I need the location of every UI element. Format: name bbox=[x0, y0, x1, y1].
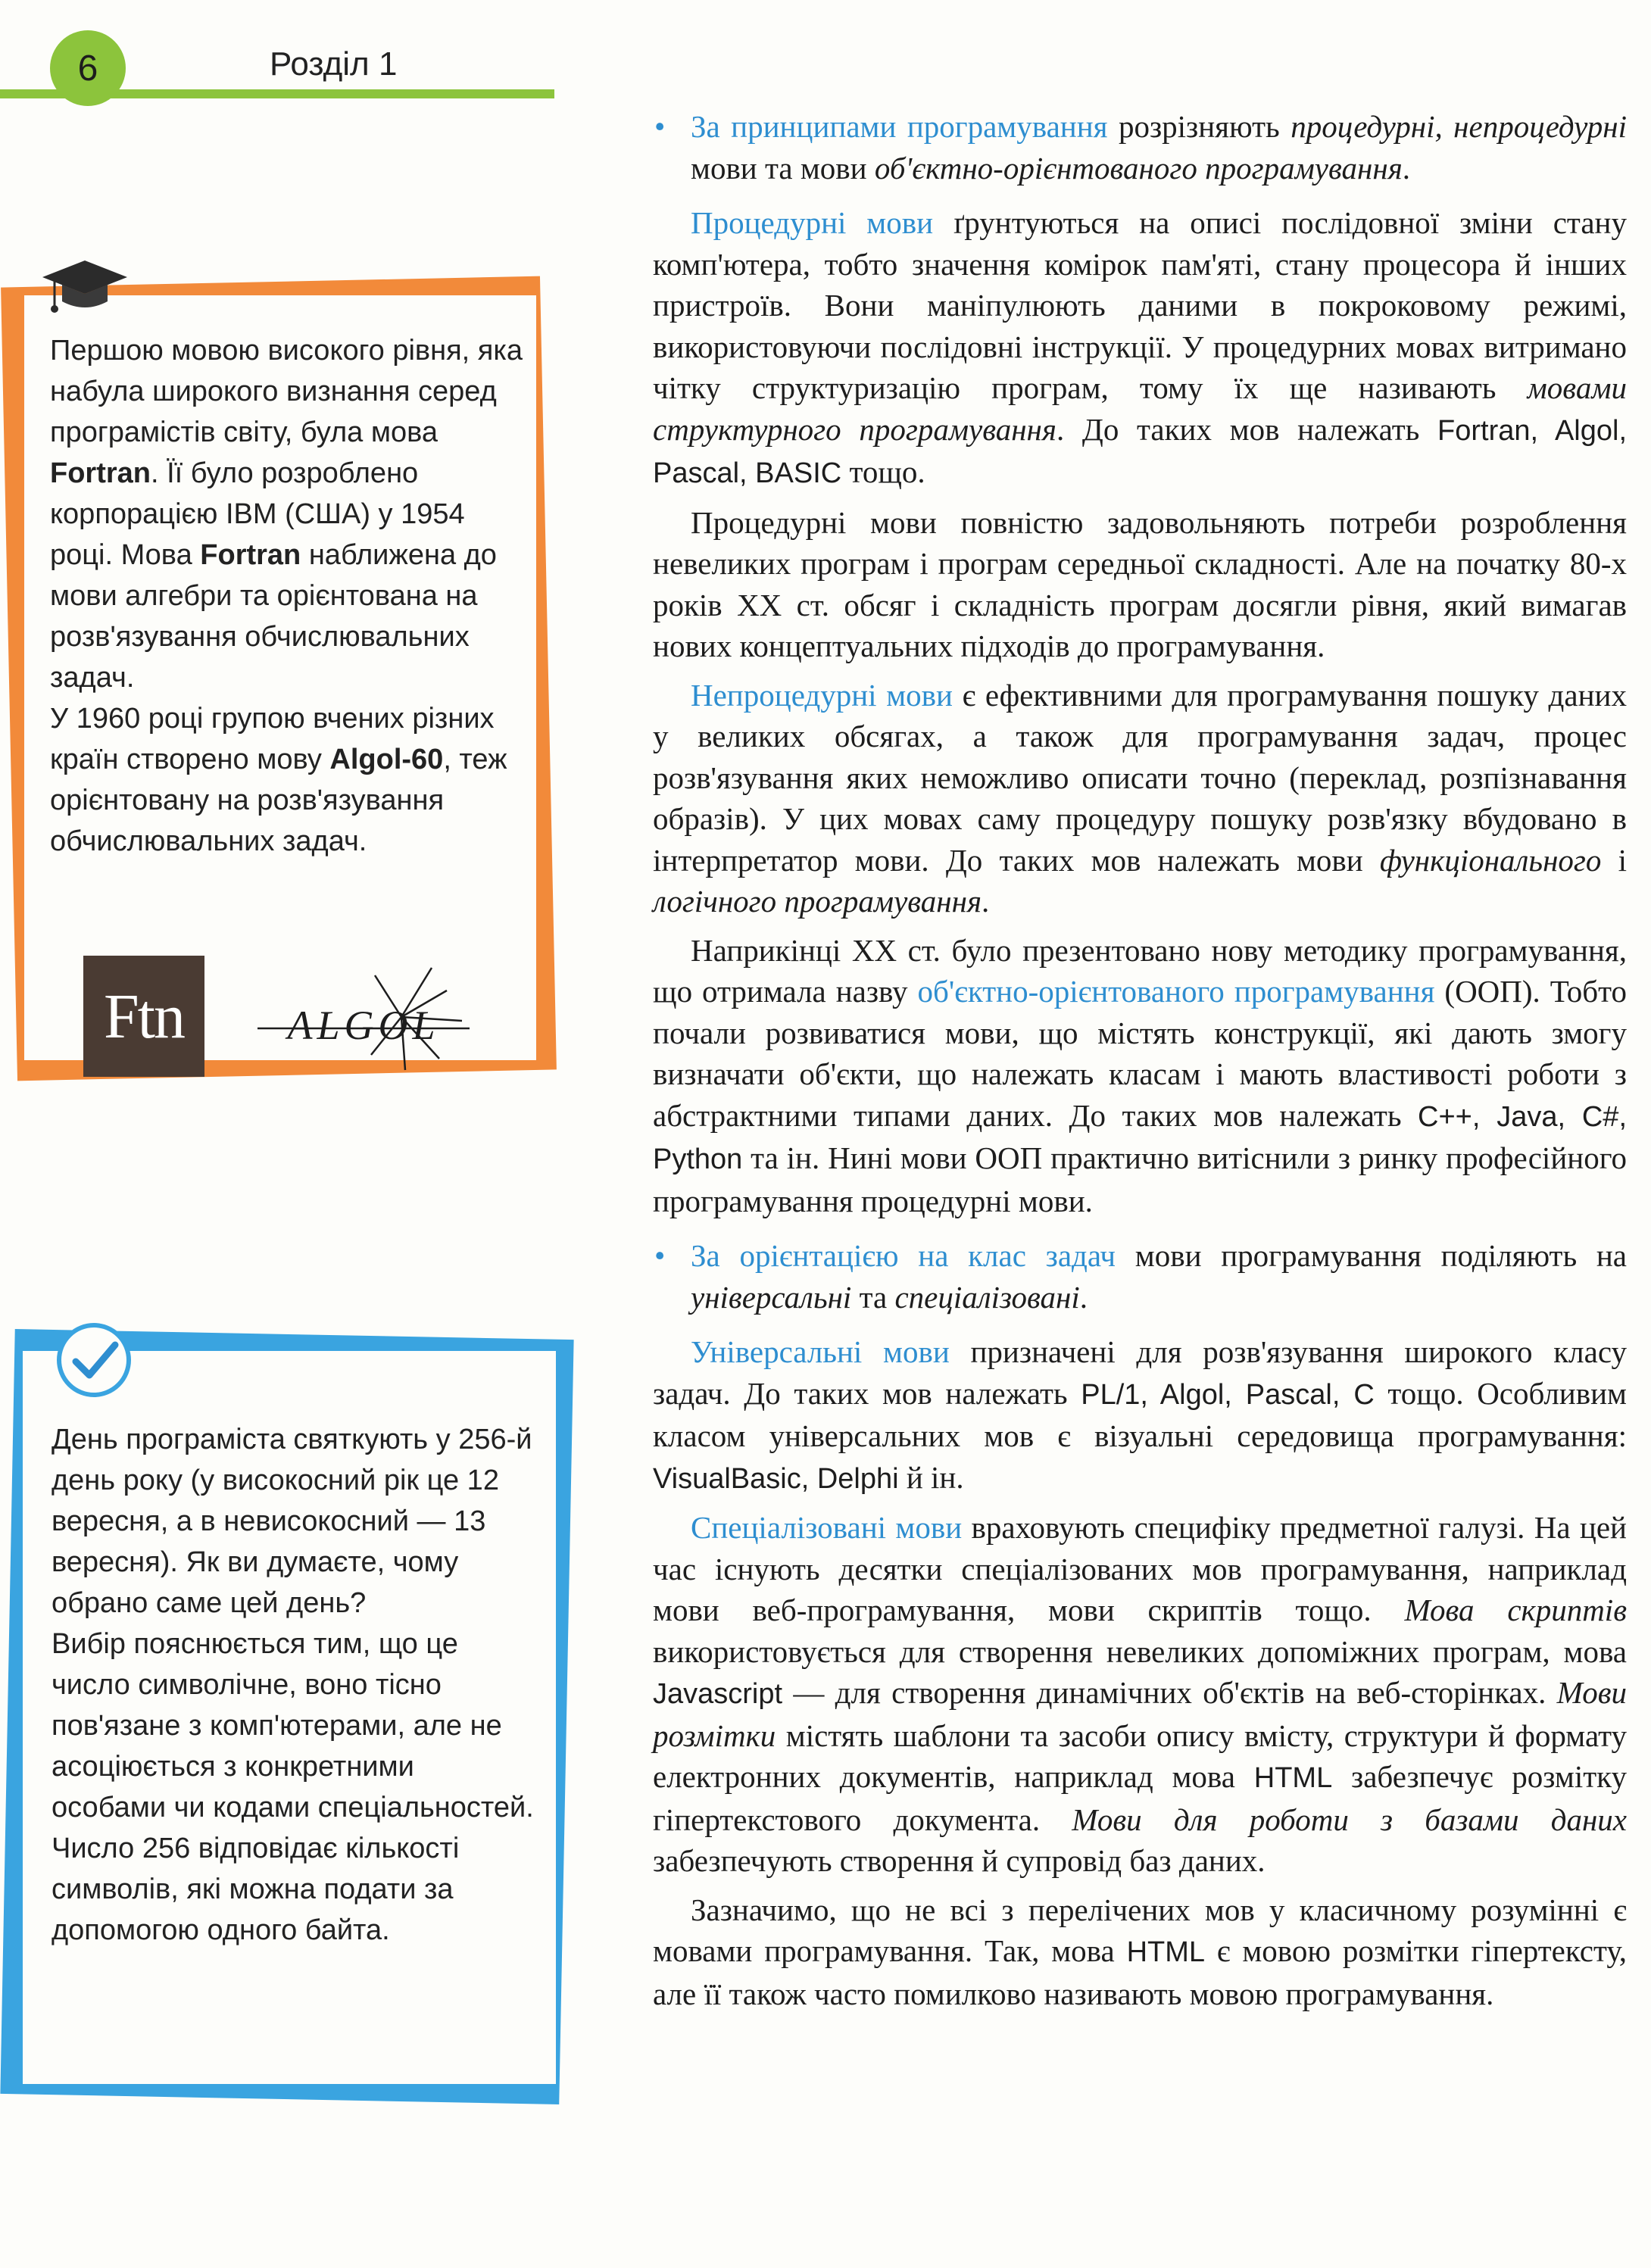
bullet-dot-icon: • bbox=[654, 1238, 666, 1273]
algol-logo bbox=[242, 960, 485, 1074]
paragraph-nonprocedural: Непроцедурні мови є ефективними для програмування пошуку даних у великих обсягах, а також для програмування задач, процес розв'язування яких неможливо описати точно (переклад, розпізнавання образів). У цих мовах саму процедуру пошуку розв'язку вбудовано в інтерпретатор мови. До таких мов належать мови функціонального і логічного програмування. bbox=[653, 677, 1627, 919]
bullet-dot-icon: • bbox=[654, 109, 666, 144]
section-title: Розділ 1 bbox=[270, 45, 398, 83]
page-header bbox=[0, 0, 1651, 106]
algol-logo-text: ALGOL bbox=[287, 1003, 440, 1048]
fortran-logo: Ftn bbox=[83, 956, 204, 1077]
main-text bbox=[653, 106, 1627, 2014]
orange-box-paragraph-2: У 1960 році групою вчених різних країн створено мову Algol-60, теж орієнтовану на розв'язування обчислювальних задач. bbox=[50, 703, 507, 857]
orange-box-text bbox=[50, 330, 527, 862]
paragraph-oop: Наприкінці XX ст. було презентовано нову методику програмування, що отримала назву об'єктно-орієнтованого програмування (ООП). Тобто почали розвиватися мови, що містять конструкції, які дають змогу визначати об'єкти, що належать класам і мають властивості роботи з абстрактними типами даних. До таких мов належать C++, Java, C#, Python та ін. Нині мови ООП практично витіснили з ринку професійного програмування процедурні мови. bbox=[653, 932, 1627, 1218]
paragraph-specialized: Спеціалізовані мови враховують специфіку предметної галузі. На цей час існують десятки спеціалізованих мов програмування, наприклад мови веб-програмування, мови скриптів тощо. Мова скриптів використовується для створення невеликих допоміжних програм, мова Javascript — для створення динамічних об'єктів на веб-сторінках. Мови розмітки містять шаблони та засоби опису вмісту, структури й формату електронних документів, наприклад мова HTML забезпечує розмітку гіпертекстового документа. Мови для роботи з базами даних забезпечують створення й супровід баз даних. bbox=[653, 1510, 1628, 1878]
paragraph-universal: Універсальні мови призначені для розв'язування широкого класу задач. До таких мов належать PL/1, Algol, Pascal, C тощо. Особливим класом універсальних мов є візуальні середовища програмування: VisualBasic, Delphi й ін. bbox=[653, 1334, 1627, 1495]
bullet-programming-principles: • За принципами програмування розрізняють процедурні, непроцедурні мови та мови об'єктно-орієнтованого програмування. bbox=[653, 106, 1627, 189]
graduation-cap-icon bbox=[39, 254, 130, 318]
blue-box-paragraph-1: День програміста святкують у 256-й день року (у високосний рік це 12 вересня, а в невисокосний — 13 вересня). Як ви думаєте, чому обрано саме цей день? bbox=[51, 1424, 532, 1619]
page-number: 6 bbox=[50, 30, 126, 106]
orange-box-paragraph-1: Першою мовою високого рівня, яка набула широкого визнання серед програмістів світу, була мова Fortran. Її було розроблено корпорацією IBM (США) у 1954 році. Мова Fortran наближена до мови алгебри та орієнтована на розв'язування обчислювальних задач. bbox=[50, 335, 523, 694]
checkmark-icon bbox=[55, 1321, 133, 1399]
blue-box-paragraph-2: Вибір пояснюється тим, що це число символічне, воно тісно пов'язане з комп'ютерами, але не асоціюється з конкретними особами чи кодами спеціальностей. Число 256 відповідає кількості символів, які можна подати за допомогою одного байта. bbox=[51, 1628, 534, 1946]
paragraph-procedural: Процедурні мови ґрунтуються на описі послідовної зміни стану комп'ютера, тобто значення комірок пам'яті, стану процесора й інших пристроїв. Вони маніпулюють даними в покроковому режимі, використовуючи послідовні інструкції. У процедурних мовах витримано чітку структуризацію програм, тому їх ще називають мовами структурного програмування. До таких мов належать Fortran, Algol, Pascal, BASIC тощо. bbox=[653, 205, 1627, 489]
blue-box-text bbox=[51, 1419, 536, 1951]
bullet-task-orientation: • За орієнтацією на клас задач мови програмування поділяють на універсальні та спеціалізовані. bbox=[653, 1235, 1627, 1318]
paragraph-note: Зазначимо, що не всі з перелічених мов у класичному розумінні є мовами програмування. Так, мова HTML є мовою розмітки гіпертексту, але її також часто помилково називають мовою програмування. bbox=[653, 1892, 1627, 2011]
paragraph-procedural-limits: Процедурні мови повністю задовольняють потреби розроблення невеликих програм і програм середньої складності. Але на початку 80-х років XX ст. обсяг і складність програм досягли рівня, який вимагав нових концептуальних підходів до програмування. bbox=[653, 504, 1627, 663]
